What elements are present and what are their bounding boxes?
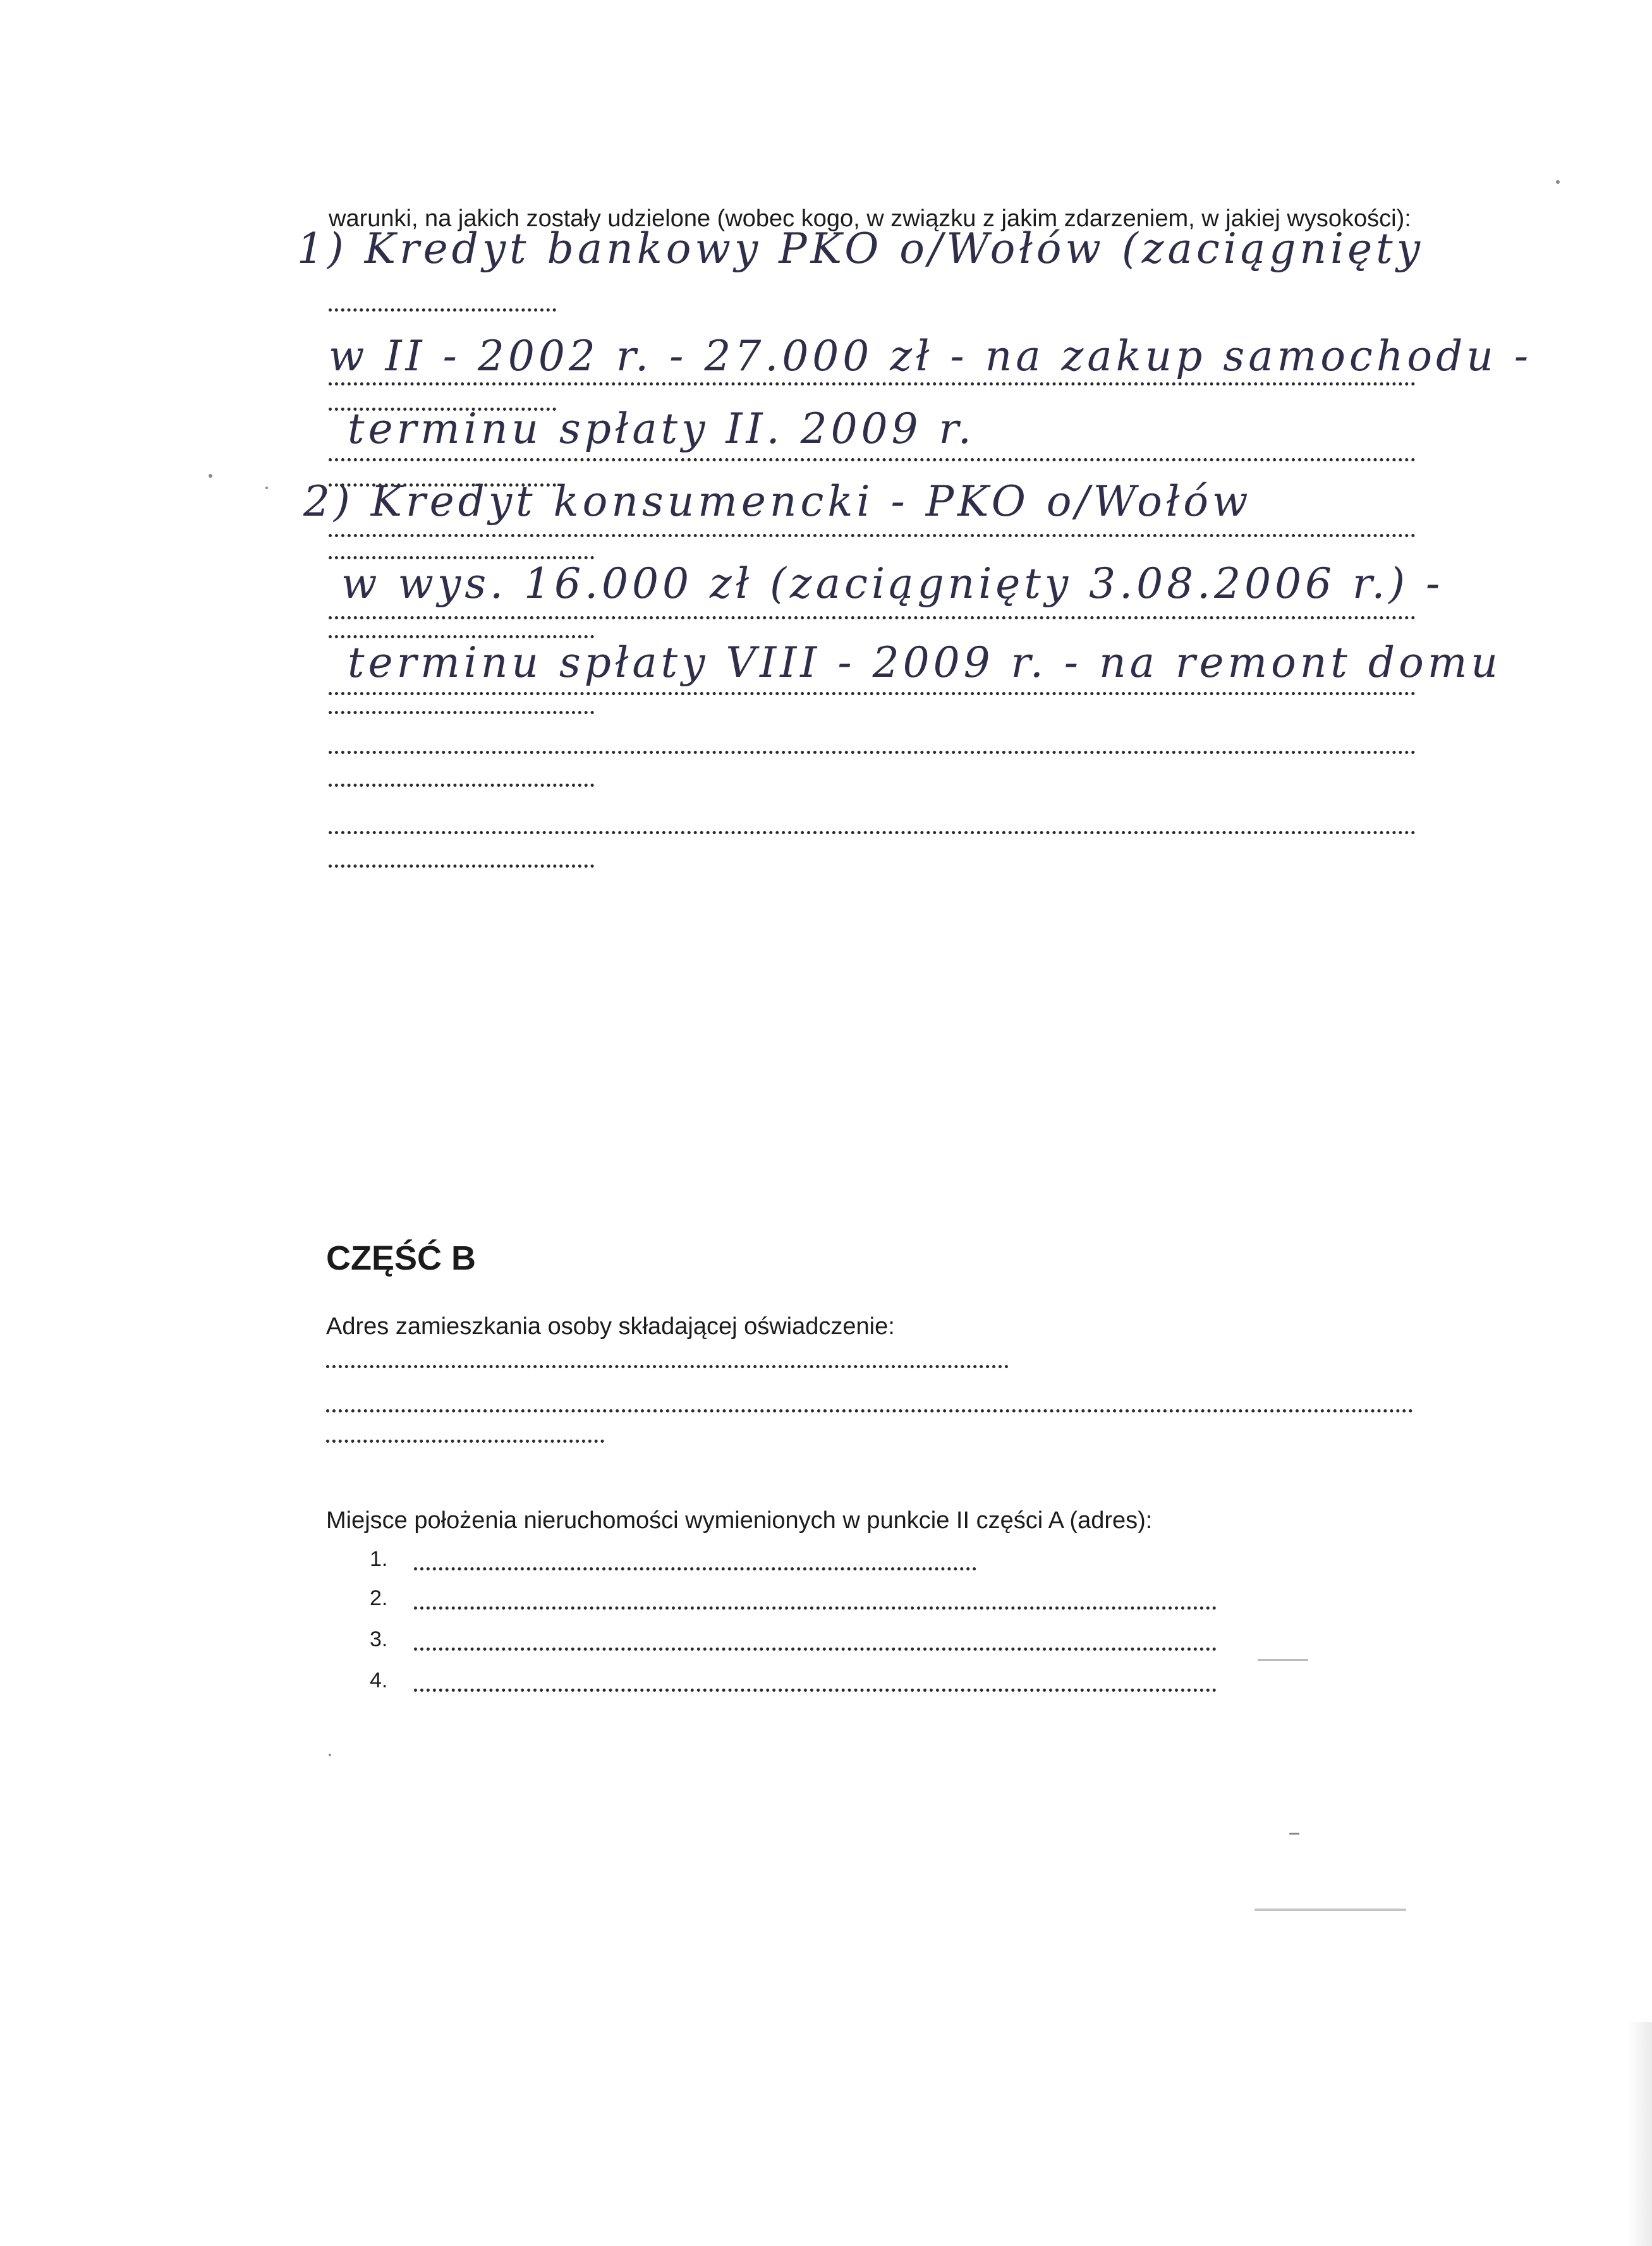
scan-speck [329, 1754, 331, 1756]
scan-edge-shadow [1627, 2022, 1652, 2246]
property-dotted-line [414, 1648, 1217, 1651]
dotted-line [329, 711, 594, 714]
dotted-line [329, 616, 1416, 619]
handwritten-line-2: w II - 2002 r. - 27.000 zł - na zakup samochodu - [329, 332, 1533, 380]
handwritten-line-6: terminu spłaty VIII - 2009 r. - na remont domu [348, 638, 1502, 687]
dotted-line [329, 308, 556, 312]
item-number: 2. [370, 1586, 388, 1610]
property-dotted-line [414, 1689, 1217, 1692]
scan-speck [1289, 1833, 1299, 1835]
address-label: Adres zamieszkania osoby składającej oświadczenie: [326, 1313, 895, 1340]
property-location-label: Miejsce położenia nieruchomości wymienionych w punkcie II części A (adres): [326, 1507, 1153, 1534]
property-dotted-line [414, 1606, 1217, 1610]
conditions-label: warunki, na jakich zostały udzielone (wobec kogo, w związku z jakim zdarzeniem, w jakiej wysokości): [329, 205, 1411, 232]
dotted-line [329, 784, 594, 787]
item-number: 1. [370, 1547, 388, 1571]
section-title: CZĘŚĆ B [326, 1239, 477, 1277]
handwritten-line-3: terminu spłaty II. 2009 r. [348, 404, 975, 453]
dotted-line [329, 751, 1416, 754]
scan-speck [209, 474, 212, 478]
scan-speck [265, 487, 268, 489]
handwritten-line-4: 2) Kredyt konsumencki - PKO o/Wołów [303, 477, 1252, 526]
property-dotted-line [414, 1567, 976, 1570]
address-dotted-line [326, 1409, 1413, 1412]
handwritten-line-5: w wys. 16.000 zł (zaciągnięty 3.08.2006 r.) - [341, 559, 1444, 608]
scan-speck [1254, 1909, 1406, 1911]
address-dotted-line [326, 1440, 604, 1443]
dotted-line [329, 692, 1416, 695]
dotted-line [329, 458, 1416, 461]
scan-speck [1258, 1659, 1308, 1661]
handwritten-line-1: 1) Kredyt bankowy PKO o/Wołów (zaciągnięty [297, 224, 1424, 273]
dotted-line [329, 865, 594, 868]
address-dotted-line [326, 1365, 1009, 1368]
item-number: 4. [370, 1668, 388, 1692]
scan-speck [1556, 180, 1560, 184]
dotted-line [329, 831, 1416, 834]
dotted-line [329, 382, 1416, 385]
dotted-line [329, 534, 1416, 537]
item-number: 3. [370, 1627, 388, 1651]
